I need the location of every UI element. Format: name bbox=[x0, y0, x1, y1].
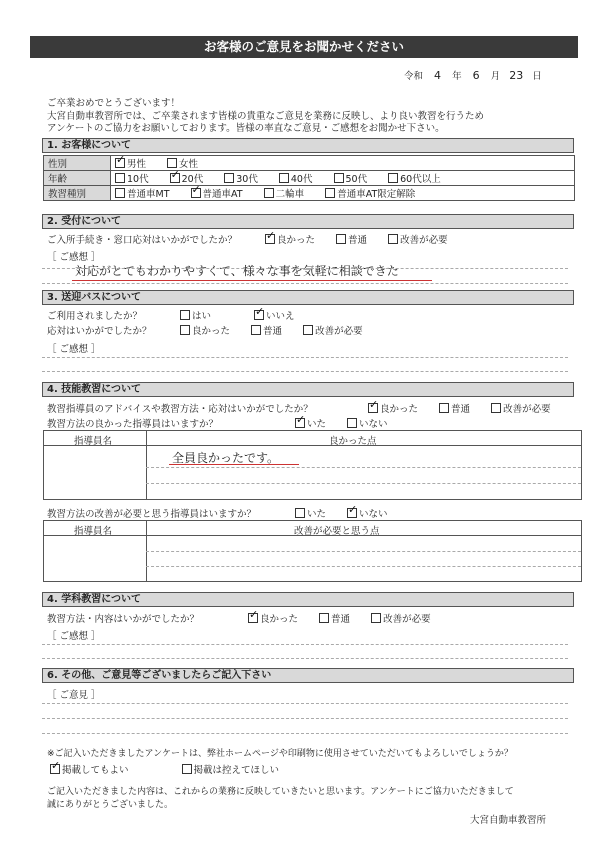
intro-line-3: アンケートのご協力をお願いしております。皆様の率直なご意見・ご感想をお聞かせ下さい。 bbox=[47, 123, 445, 134]
s5-option-good[interactable]: ✓ 良かった bbox=[248, 611, 298, 625]
divider bbox=[42, 283, 568, 284]
divider bbox=[42, 658, 568, 659]
s4-q2: 教習方法の良かった指導員はいますか？ bbox=[47, 419, 219, 430]
s4-q3-option-no[interactable]: ✓ いない bbox=[347, 506, 388, 520]
checkbox-checked[interactable] bbox=[368, 403, 378, 413]
s3-option-improve[interactable]: 改善が必要 bbox=[303, 323, 363, 337]
s4-q1: 教習指導員のアドバイスや教習方法・応対はいかがでしたか？ bbox=[47, 404, 313, 415]
age-label: 年齢 bbox=[44, 171, 111, 186]
date-month[interactable]: 6 bbox=[472, 69, 480, 82]
s4-q3-option-yes[interactable]: いた bbox=[295, 506, 326, 520]
option-10s[interactable]: 10代 bbox=[115, 171, 149, 185]
s4-q2-option-yes[interactable]: ✓ いた bbox=[295, 416, 326, 430]
checkbox-checked[interactable] bbox=[191, 188, 201, 198]
option-male[interactable]: ✓ 男性 bbox=[115, 156, 146, 170]
s2-option-good[interactable]: ✓ 良かった bbox=[265, 232, 315, 246]
checkbox[interactable] bbox=[371, 613, 381, 623]
s4-option-normal[interactable]: 普通 bbox=[439, 401, 470, 415]
checkbox[interactable] bbox=[224, 173, 234, 183]
course-row bbox=[44, 186, 575, 201]
option-30s[interactable]: 30代 bbox=[224, 171, 258, 185]
divider bbox=[42, 644, 568, 645]
date-line bbox=[404, 68, 542, 82]
option-60s-plus[interactable]: 60代以上 bbox=[388, 171, 441, 185]
date-era: 令和 bbox=[404, 71, 424, 82]
option-50s[interactable]: 50代 bbox=[334, 171, 368, 185]
organization-name: 大宮自動車教習所 bbox=[470, 815, 547, 826]
gender-row bbox=[44, 156, 575, 171]
section-2-header: 2. 受付について bbox=[42, 214, 574, 229]
publish-note: ※ご記入いただきましたアンケートは、弊社ホームページや印刷物に使用させていただいてもよろしいでしょうか？ bbox=[47, 749, 513, 759]
checkbox[interactable] bbox=[251, 325, 261, 335]
checkbox[interactable] bbox=[295, 508, 305, 518]
s2-comment-text[interactable]: 対応がとてもわかりやすくて、様々な事を気軽に相談できた bbox=[75, 264, 399, 278]
date-day[interactable]: 23 bbox=[509, 69, 524, 82]
s5-question: 教習方法・内容はいかがでしたか？ bbox=[47, 614, 200, 625]
course-label: 教習種別 bbox=[44, 186, 111, 201]
checkbox-checked[interactable] bbox=[265, 234, 275, 244]
thanks-line-2: 誠にありがとうございました。 bbox=[47, 800, 174, 810]
divider bbox=[42, 371, 568, 372]
s3-option-yes[interactable]: はい bbox=[180, 308, 211, 322]
s5-options bbox=[248, 611, 449, 625]
s3-q2: 応対はいかがでしたか？ bbox=[47, 326, 152, 337]
underline-mark bbox=[72, 280, 432, 281]
checkbox-checked[interactable] bbox=[50, 764, 60, 774]
s6-comment-label: ［ ご意見 ］ bbox=[47, 690, 101, 701]
s4-option-good[interactable]: ✓ 良かった bbox=[368, 401, 418, 415]
good-table-col-points: 良かった点 bbox=[329, 436, 377, 447]
checkbox[interactable] bbox=[325, 188, 335, 198]
section-5-header: 4. 学科教習について bbox=[42, 592, 574, 607]
checkbox[interactable] bbox=[388, 234, 398, 244]
s2-options bbox=[265, 232, 466, 246]
option-at-limit-removal[interactable]: 普通車AT限定解除 bbox=[325, 186, 415, 200]
s4-q3-options bbox=[295, 506, 406, 520]
checkbox[interactable] bbox=[264, 188, 274, 198]
customer-info-table bbox=[43, 155, 575, 201]
checkbox[interactable] bbox=[334, 173, 344, 183]
s3-option-no[interactable]: ✓ いいえ bbox=[254, 308, 295, 322]
checkbox[interactable] bbox=[347, 418, 357, 428]
s2-comment-label: ［ ご感想 ］ bbox=[47, 252, 101, 263]
checkbox[interactable] bbox=[319, 613, 329, 623]
checkbox-checked[interactable] bbox=[347, 508, 357, 518]
divider bbox=[42, 703, 568, 704]
divider bbox=[42, 268, 568, 269]
intro-line-2: 大宮自動車教習所では、ご卒業されます皆様の貴重なご意見を業務に反映し、より良い教習を行うため bbox=[47, 111, 485, 122]
good-table-col-instructor: 指導員名 bbox=[74, 436, 113, 447]
checkbox-checked[interactable] bbox=[254, 310, 264, 320]
s2-option-normal[interactable]: 普通 bbox=[336, 232, 367, 246]
gender-label: 性別 bbox=[44, 156, 111, 171]
good-table-comment[interactable]: 全員良かったです。 bbox=[172, 451, 280, 465]
s4-q2-option-no[interactable]: いない bbox=[347, 416, 388, 430]
checkbox-checked[interactable] bbox=[295, 418, 305, 428]
date-day-unit: 日 bbox=[532, 71, 542, 82]
s4-option-improve[interactable]: 改善が必要 bbox=[491, 401, 551, 415]
checkbox[interactable] bbox=[182, 764, 192, 774]
s4-q2-options bbox=[295, 416, 406, 430]
s2-option-improve[interactable]: 改善が必要 bbox=[388, 232, 448, 246]
publish-options bbox=[50, 762, 297, 776]
option-mt[interactable]: 普通車MT bbox=[115, 186, 170, 200]
s5-option-normal[interactable]: 普通 bbox=[319, 611, 350, 625]
section-6-header: 6. その他、ご意見等ございましたらご記入下さい bbox=[42, 668, 574, 683]
checkbox[interactable] bbox=[180, 325, 190, 335]
section-3-header: 3. 送迎バスについて bbox=[42, 290, 574, 305]
checkbox[interactable] bbox=[180, 310, 190, 320]
good-instructor-table bbox=[43, 430, 582, 500]
date-year[interactable]: 4 bbox=[434, 69, 442, 82]
checkbox[interactable] bbox=[279, 173, 289, 183]
s2-question: ご入所手続き・窓口応対はいかがでしたか？ bbox=[47, 235, 238, 246]
s3-option-normal[interactable]: 普通 bbox=[251, 323, 282, 337]
improve-table-col-instructor: 指導員名 bbox=[74, 526, 113, 537]
section-1-header: 1. お客様について bbox=[42, 138, 574, 153]
publish-decline[interactable]: 掲載は控えてほしい bbox=[182, 762, 280, 776]
checkbox[interactable] bbox=[388, 173, 398, 183]
option-at[interactable]: ✓ 普通車AT bbox=[191, 186, 243, 200]
checkbox[interactable] bbox=[439, 403, 449, 413]
thanks-line-1: ご記入いただきました内容は、これからの業務に反映していきたいと思います。アンケートにご協力いただきまして bbox=[47, 787, 514, 797]
s3-comment-label: ［ ご感想 ］ bbox=[47, 344, 101, 355]
checkbox[interactable] bbox=[336, 234, 346, 244]
s5-option-improve[interactable]: 改善が必要 bbox=[371, 611, 431, 625]
divider bbox=[42, 718, 568, 719]
divider bbox=[42, 733, 568, 734]
section-4-header: 4. 技能教習について bbox=[42, 382, 574, 397]
checkbox-checked[interactable] bbox=[170, 173, 180, 183]
publish-ok[interactable]: ✓掲載してもよい bbox=[50, 762, 129, 776]
checkbox[interactable] bbox=[491, 403, 501, 413]
age-row bbox=[44, 171, 575, 186]
s3-option-good[interactable]: 良かった bbox=[180, 323, 230, 337]
checkbox[interactable] bbox=[167, 158, 177, 168]
checkbox[interactable] bbox=[303, 325, 313, 335]
intro-line-1: ご卒業おめでとうございます！ bbox=[47, 98, 181, 109]
s5-comment-label: ［ ご感想 ］ bbox=[47, 631, 101, 642]
s4-q3: 教習方法の改善が必要と思う指導員はいますか？ bbox=[47, 509, 257, 520]
underline-mark bbox=[169, 464, 299, 465]
date-year-unit: 年 bbox=[452, 71, 462, 82]
date-month-unit: 月 bbox=[490, 71, 501, 82]
option-40s[interactable]: 40代 bbox=[279, 171, 313, 185]
improve-table-col-points: 改善が必要と思う点 bbox=[294, 526, 380, 537]
improve-instructor-table bbox=[43, 520, 582, 582]
checkbox[interactable] bbox=[115, 188, 125, 198]
checkbox[interactable] bbox=[115, 173, 125, 183]
option-20s[interactable]: ✓ 20代 bbox=[170, 171, 204, 185]
option-motorcycle[interactable]: 二輪車 bbox=[264, 186, 305, 200]
divider bbox=[42, 357, 568, 358]
s3-q1: ご利用されましたか？ bbox=[47, 311, 143, 322]
form-title: お客様のご意見をお聞かせください bbox=[30, 36, 578, 58]
option-female[interactable]: 女性 bbox=[167, 156, 198, 170]
s4-q1-options bbox=[368, 401, 551, 415]
s3-q1-options bbox=[180, 308, 313, 322]
checkbox-checked[interactable] bbox=[248, 613, 258, 623]
checkbox-checked[interactable] bbox=[115, 158, 125, 168]
s3-q2-options bbox=[180, 323, 381, 337]
